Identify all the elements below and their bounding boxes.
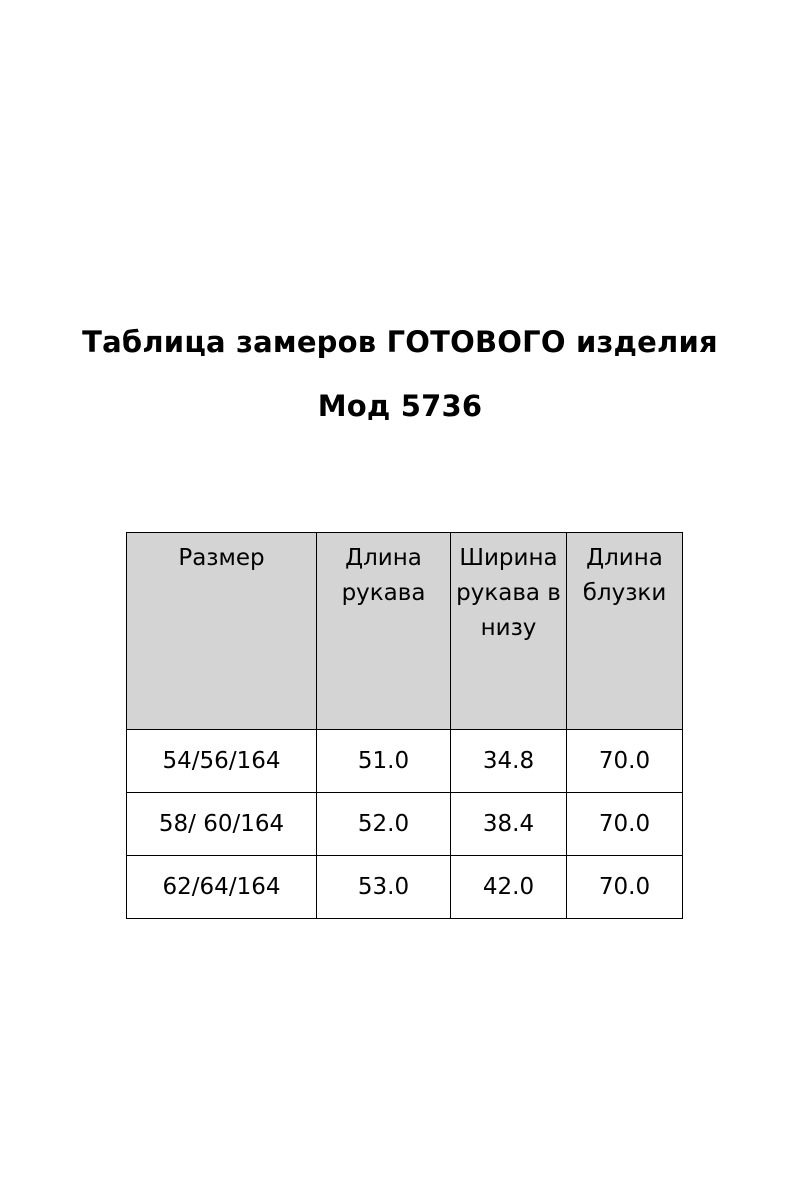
cell-sleeve-width-bottom: 42.0 — [451, 856, 567, 919]
column-header-sleeve-length: Длина рукава — [317, 533, 451, 730]
title-line-2: Мод 5736 — [317, 389, 483, 423]
table-row — [127, 730, 683, 793]
cell-blouse-length: 70.0 — [567, 793, 683, 856]
cell-size: 62/64/164 — [127, 856, 317, 919]
cell-size: 54/56/164 — [127, 730, 317, 793]
cell-sleeve-width-bottom: 38.4 — [451, 793, 567, 856]
cell-sleeve-length: 51.0 — [317, 730, 451, 793]
title-line-1: Таблица замеров ГОТОВОГО изделия — [82, 325, 718, 359]
table-body — [127, 730, 683, 919]
measurements-table — [126, 532, 683, 919]
page-title — [0, 310, 800, 438]
cell-sleeve-length: 52.0 — [317, 793, 451, 856]
cell-sleeve-length: 53.0 — [317, 856, 451, 919]
cell-blouse-length: 70.0 — [567, 856, 683, 919]
cell-blouse-length: 70.0 — [567, 730, 683, 793]
table-row — [127, 793, 683, 856]
column-header-blouse-length: Длина блузки — [567, 533, 683, 730]
column-header-sleeve-width-bottom: Ширина рукава в низу — [451, 533, 567, 730]
table-header-row — [127, 533, 683, 730]
cell-size: 58/ 60/164 — [127, 793, 317, 856]
table-header — [127, 533, 683, 730]
table-row — [127, 856, 683, 919]
measurements-table-wrapper — [126, 532, 682, 919]
column-header-size: Размер — [127, 533, 317, 730]
cell-sleeve-width-bottom: 34.8 — [451, 730, 567, 793]
